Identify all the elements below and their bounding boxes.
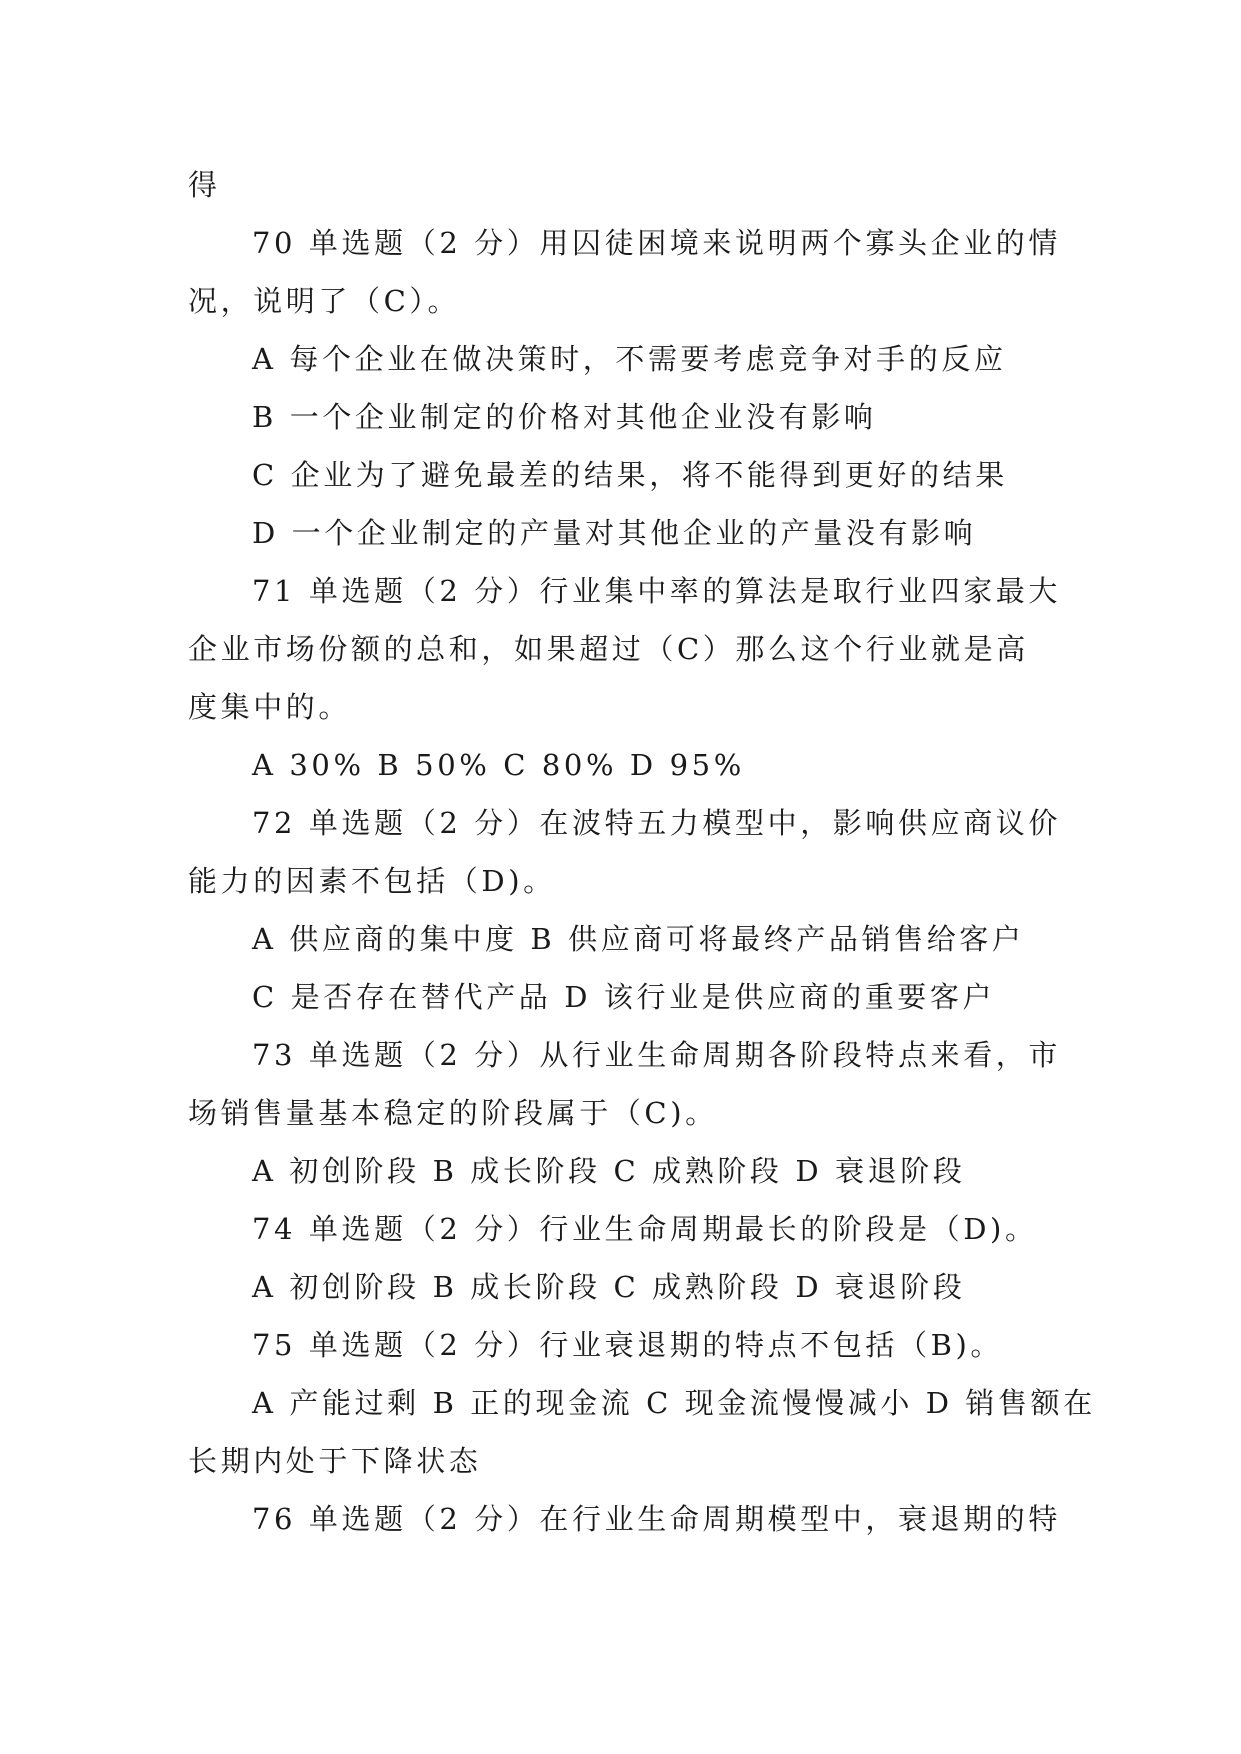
question-70-line-2: 况，说明了（C）。 — [188, 284, 461, 318]
question-76-line-1: 76 单选题（2 分）在行业生命周期模型中，衰退期的特 — [252, 1502, 1061, 1536]
question-75-options-line-1: A 产能过剩 B 正的现金流 C 现金流慢慢减小 D 销售额在 — [252, 1386, 1096, 1420]
question-71-line-1: 71 单选题（2 分）行业集中率的算法是取行业四家最大 — [252, 574, 1061, 608]
question-70-option-d: D 一个企业制定的产量对其他企业的产量没有影响 — [252, 516, 977, 550]
question-73-options: A 初创阶段 B 成长阶段 C 成熟阶段 D 衰退阶段 — [252, 1154, 966, 1188]
question-70-option-a: A 每个企业在做决策时，不需要考虑竞争对手的反应 — [252, 342, 1007, 376]
question-74-line-1: 74 单选题（2 分）行业生命周期最长的阶段是（D)。 — [252, 1212, 1038, 1246]
question-71-line-2: 企业市场份额的总和，如果超过（C）那么这个行业就是高 — [188, 632, 1029, 666]
question-71-line-3: 度集中的。 — [188, 690, 352, 724]
question-71-options: A 30% B 50% C 80% D 95% — [252, 748, 745, 782]
question-72-options-cd: C 是否存在替代产品 D 该行业是供应商的重要客户 — [252, 980, 996, 1014]
question-72-line-2: 能力的因素不包括（D)。 — [188, 864, 556, 898]
question-70-option-c: C 企业为了避免最差的结果，将不能得到更好的结果 — [252, 458, 1008, 492]
question-73-line-1: 73 单选题（2 分）从行业生命周期各阶段特点来看，市 — [252, 1038, 1061, 1072]
question-70-option-b: B 一个企业制定的价格对其他企业没有影响 — [252, 400, 877, 434]
question-70-line-1: 70 单选题（2 分）用囚徒困境来说明两个寡头企业的情 — [252, 226, 1061, 260]
question-72-options-ab: A 供应商的集中度 B 供应商可将最终产品销售给客户 — [252, 922, 1025, 956]
question-74-options: A 初创阶段 B 成长阶段 C 成熟阶段 D 衰退阶段 — [252, 1270, 966, 1304]
question-75-options-line-2: 长期内处于下降状态 — [188, 1444, 482, 1478]
text-line-continuation: 得 — [188, 168, 221, 202]
question-73-line-2: 场销售量基本稳定的阶段属于（C)。 — [188, 1096, 718, 1130]
question-72-line-1: 72 单选题（2 分）在波特五力模型中，影响供应商议价 — [252, 806, 1061, 840]
question-75-line-1: 75 单选题（2 分）行业衰退期的特点不包括（B)。 — [252, 1328, 1004, 1362]
